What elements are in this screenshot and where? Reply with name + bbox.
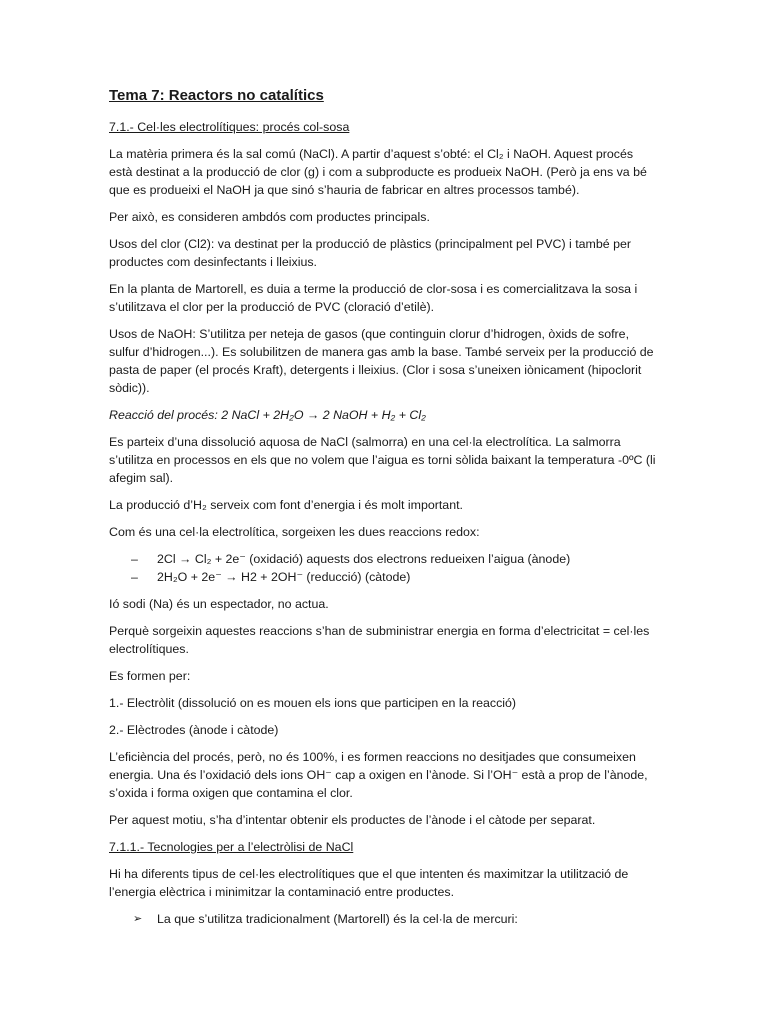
redox-reduction: 2H₂O + 2e⁻ → H2 + 2OH⁻ (reducció) (càtode) xyxy=(157,570,411,584)
section-heading-7-1: 7.1.- Cel·les electrolítiques: procés col-sosa xyxy=(109,120,350,134)
paragraph-electrolyte: 1.- Electròlit (dissolució on es mouen els ions que participen en la reacció) xyxy=(109,696,517,710)
paragraph-electrodes: 2.- Elèctrodes (ànode i càtode) xyxy=(109,723,279,737)
arrow-bullet-item xyxy=(109,910,659,928)
document-body xyxy=(109,86,659,937)
arrow-bullet-icon: ➢ xyxy=(133,913,143,925)
paragraph-naoh-uses: Usos de NaOH: S’utilitza per neteja de gasos (que continguin clorur d’hidrogen, òxids de sofre, sulfur d’hidrogen...). Es solubilitzen de manera gas amb la base. També serveix per la producció de pasta de paper (el procés Kraft), detergents i lleixius. (Clor i sosa s’uneixen iònicament (hipoclorit sòdic)). xyxy=(109,327,654,395)
redox-list xyxy=(109,550,659,586)
page-title: Tema 7: Reactors no catalítics xyxy=(109,87,324,104)
mercury-cell-text: La que s’utilitza tradicionalment (Martorell) és la cel·la de mercuri: xyxy=(157,912,518,926)
paragraph-separate-products: Per aquest motiu, s’ha d’intentar obtenir els productes de l’ànode i el càtode per separat. xyxy=(109,813,596,827)
paragraph-formed-by: Es formen per: xyxy=(109,669,191,683)
list-item xyxy=(109,568,659,586)
paragraph-electricity: Perquè sorgeixin aquestes reaccions s’han de subministrar energia en forma d’electricitat = cel·les electrolítiques. xyxy=(109,624,650,656)
paragraph-brine: Es parteix d’una dissolució aquosa de NaCl (salmorra) en una cel·la electrolítica. La salmorra s’utilitza en processos en els que no volem que l’aigua es torni sòlida baixant la temperatura -0ºC (li afegim sal). xyxy=(109,435,656,485)
paragraph-redox-intro: Com és una cel·la electrolítica, sorgeixen les dues reaccions redox: xyxy=(109,525,480,539)
dash-marker: – xyxy=(131,552,138,566)
paragraph-sodium-spectator: Ió sodi (Na) és un espectador, no actua. xyxy=(109,597,329,611)
paragraph-both-products: Per això, es consideren ambdós com productes principals. xyxy=(109,210,430,224)
process-reaction: Reacció del procés: 2 NaCl + 2H₂O → 2 NaOH + H₂ + Cl₂ xyxy=(109,408,426,422)
paragraph-martorell-plant: En la planta de Martorell, es duia a terme la producció de clor-sosa i es comercialitzava la sosa i s’utilitzava el clor per la producció de PVC (cloració d’etilè). xyxy=(109,282,638,314)
paragraph-cell-types: Hi ha diferents tipus de cel·les electrolítiques que el que intenten és maximitzar la utilització de l’energia elèctrica i minimitzar la contaminació entre productes. xyxy=(109,867,629,899)
paragraph-hydrogen: La producció d’H₂ serveix com font d’energia i és molt important. xyxy=(109,498,463,512)
dash-marker: – xyxy=(131,570,138,584)
redox-oxidation: 2Cl → Cl₂ + 2e⁻ (oxidació) aquests dos electrons redueixen l’aigua (ànode) xyxy=(157,552,571,566)
section-heading-7-1-1: 7.1.1.- Tecnologies per a l’electròlisi de NaCl xyxy=(109,840,354,854)
paragraph-efficiency: L’eficiència del procés, però, no és 100%, i es formen reaccions no desitjades que consumeixen energia. Una és l’oxidació dels ions OH⁻ cap a oxigen en l’ànode. Si l’OH⁻ està a prop de l’ànode, s’oxida i forma oxigen que contamina el clor. xyxy=(109,750,648,800)
list-item xyxy=(109,550,659,568)
paragraph-chlorine-uses: Usos del clor (Cl2): va destinat per la producció de plàstics (principalment pel PVC) i també per productes com desinfectants i lleixius. xyxy=(109,237,632,269)
paragraph-raw-material: La matèria primera és la sal comú (NaCl). A partir d’aquest s’obté: el Cl₂ i NaOH. Aquest procés està destinat a la producció de clor (g) i com a subproducte es produeix NaOH. (Però ja ens va bé que es produeixi el NaOH ja que sinó s’hauria de fabricar en altres processos també). xyxy=(109,147,647,197)
